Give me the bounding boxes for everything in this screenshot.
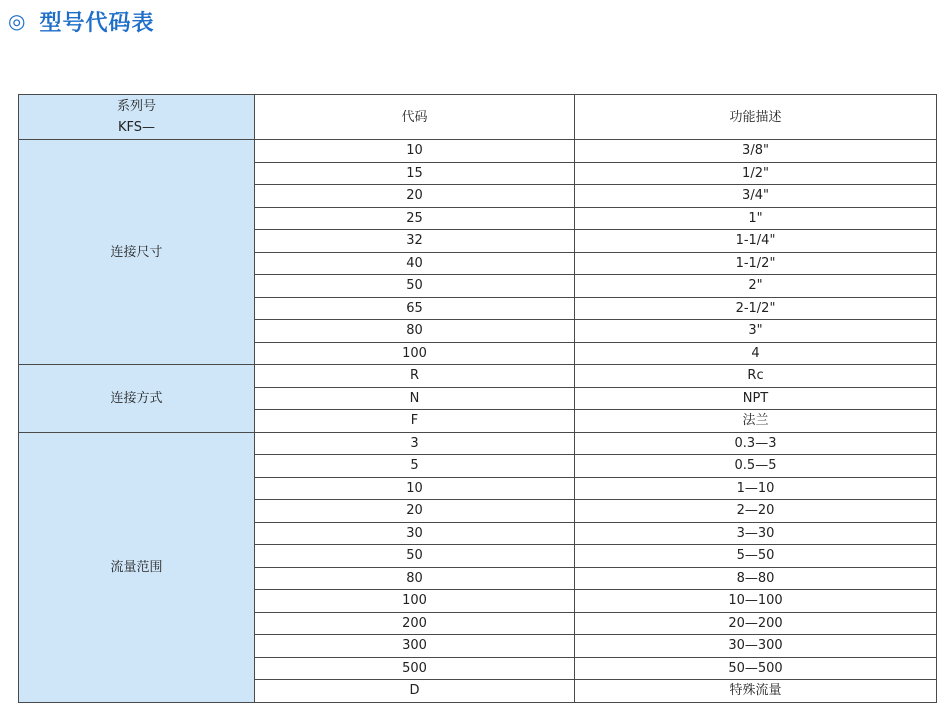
- code-cell: 50: [255, 545, 575, 568]
- group-label-cell: 连接尺寸: [19, 140, 255, 365]
- description-cell: 3—30: [575, 522, 937, 545]
- code-header-cell: 代码: [255, 95, 575, 140]
- group-label-cell: 连接方式: [19, 365, 255, 433]
- code-cell: R: [255, 365, 575, 388]
- double-circle-icon: ◎: [8, 9, 26, 33]
- code-cell: 65: [255, 297, 575, 320]
- description-cell: 20—200: [575, 612, 937, 635]
- description-cell: 1/2": [575, 162, 937, 185]
- code-cell: F: [255, 410, 575, 433]
- group-label-cell: 流量范围: [19, 432, 255, 702]
- description-cell: NPT: [575, 387, 937, 410]
- description-cell: 10—100: [575, 590, 937, 613]
- code-cell: 80: [255, 320, 575, 343]
- description-header-cell: 功能描述: [575, 95, 937, 140]
- table-row: [19, 432, 937, 455]
- description-cell: 3/4": [575, 185, 937, 208]
- code-cell: 20: [255, 185, 575, 208]
- description-cell: 50—500: [575, 657, 937, 680]
- description-cell: 8—80: [575, 567, 937, 590]
- description-cell: 2—20: [575, 500, 937, 523]
- code-cell: 10: [255, 140, 575, 163]
- code-cell: 20: [255, 500, 575, 523]
- code-cell: 30: [255, 522, 575, 545]
- description-cell: 3": [575, 320, 937, 343]
- code-cell: 32: [255, 230, 575, 253]
- code-cell: 300: [255, 635, 575, 658]
- description-cell: 1-1/4": [575, 230, 937, 253]
- description-cell: 0.3—3: [575, 432, 937, 455]
- code-cell: 25: [255, 207, 575, 230]
- code-cell: 80: [255, 567, 575, 590]
- page-title: 型号代码表: [39, 10, 155, 36]
- code-cell: D: [255, 680, 575, 703]
- code-cell: 50: [255, 275, 575, 298]
- table-body: [19, 95, 937, 703]
- table-header-row: [19, 95, 937, 140]
- model-code-table: [18, 94, 937, 703]
- code-cell: 3: [255, 432, 575, 455]
- description-cell: 1": [575, 207, 937, 230]
- code-cell: 5: [255, 455, 575, 478]
- description-cell: 2": [575, 275, 937, 298]
- series-header-cell: [19, 95, 255, 140]
- code-cell: 15: [255, 162, 575, 185]
- description-cell: 特殊流量: [575, 680, 937, 703]
- code-cell: 10: [255, 477, 575, 500]
- code-cell: 40: [255, 252, 575, 275]
- description-cell: 5—50: [575, 545, 937, 568]
- description-cell: 4: [575, 342, 937, 365]
- code-cell: 500: [255, 657, 575, 680]
- description-cell: 3/8": [575, 140, 937, 163]
- code-cell: N: [255, 387, 575, 410]
- page-header: [8, 4, 154, 38]
- description-cell: 法兰: [575, 410, 937, 433]
- code-cell: 200: [255, 612, 575, 635]
- code-cell: 100: [255, 590, 575, 613]
- description-cell: 30—300: [575, 635, 937, 658]
- description-cell: Rc: [575, 365, 937, 388]
- description-cell: 1—10: [575, 477, 937, 500]
- code-cell: 100: [255, 342, 575, 365]
- description-cell: 2-1/2": [575, 297, 937, 320]
- description-cell: 1-1/2": [575, 252, 937, 275]
- table-row: [19, 140, 937, 163]
- series-name-label: 系列号: [116, 99, 156, 114]
- table-row: [19, 365, 937, 388]
- series-code-label: KFS—: [117, 120, 156, 135]
- description-cell: 0.5—5: [575, 455, 937, 478]
